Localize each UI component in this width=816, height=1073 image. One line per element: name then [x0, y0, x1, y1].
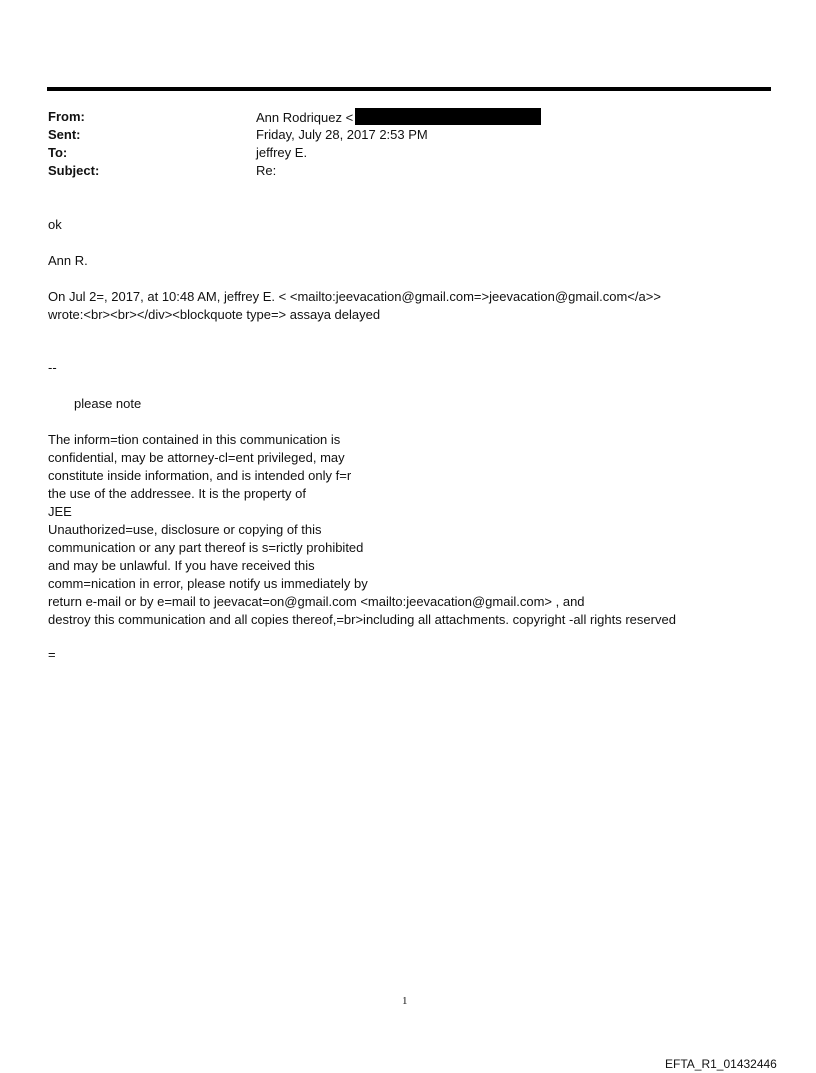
separator: --: [48, 360, 57, 375]
from-name: Ann Rodriquez <: [256, 110, 354, 125]
sent-label: Sent:: [48, 127, 81, 142]
disclaimer-line: constitute inside information, and is intended only f=r: [48, 468, 352, 483]
reply-text: ok: [48, 217, 62, 232]
disclaimer-line: and may be unlawful. If you have received this: [48, 558, 315, 573]
from-label: From:: [48, 109, 85, 124]
disclaimer-line: the use of the addressee. It is the property of: [48, 486, 306, 501]
disclaimer-line: Unauthorized=use, disclosure or copying of this: [48, 522, 322, 537]
from-value: [256, 108, 541, 127]
page-number: 1: [402, 995, 408, 1007]
quote-line: wrote:<br><br></div><blockquote type=> assaya delayed: [48, 307, 381, 322]
disclaimer-line: The inform=tion contained in this communication is: [48, 432, 341, 447]
quote-line: On Jul 2=, 2017, at 10:48 AM, jeffrey E. < <mailto:jeevacation@gmail.com=>jeevacation@gmail.com</a>>: [48, 289, 661, 304]
disclaimer-line: communication or any part thereof is s=rictly prohibited: [48, 540, 364, 555]
document-id: EFTA_R1_01432446: [665, 1057, 777, 1071]
disclaimer-line: destroy this communication and all copies thereof,=br>including all attachments. copyright -all rights reserved: [48, 612, 676, 627]
disclaimer: [48, 431, 676, 629]
subject-value: Re:: [256, 163, 277, 178]
disclaimer-line: comm=nication in error, please notify us immediately by: [48, 576, 368, 591]
please-note: please note: [74, 396, 142, 411]
to-label: To:: [48, 145, 68, 160]
sent-value: Friday, July 28, 2017 2:53 PM: [256, 127, 428, 142]
disclaimer-line: return e-mail or by e=mail to jeevacat=on@gmail.com <mailto:jeevacation@gmail.com> , and: [48, 594, 585, 609]
top-rule: [47, 87, 771, 91]
to-value: jeffrey E.: [256, 145, 308, 160]
disclaimer-line: confidential, may be attorney-cl=ent privileged, may: [48, 450, 345, 465]
trailing-char: =: [48, 647, 56, 662]
signature: Ann R.: [48, 253, 88, 268]
disclaimer-line: JEE: [48, 504, 72, 519]
redaction-block: [355, 108, 541, 125]
quoted-header: [48, 288, 661, 324]
subject-label: Subject:: [48, 163, 100, 178]
